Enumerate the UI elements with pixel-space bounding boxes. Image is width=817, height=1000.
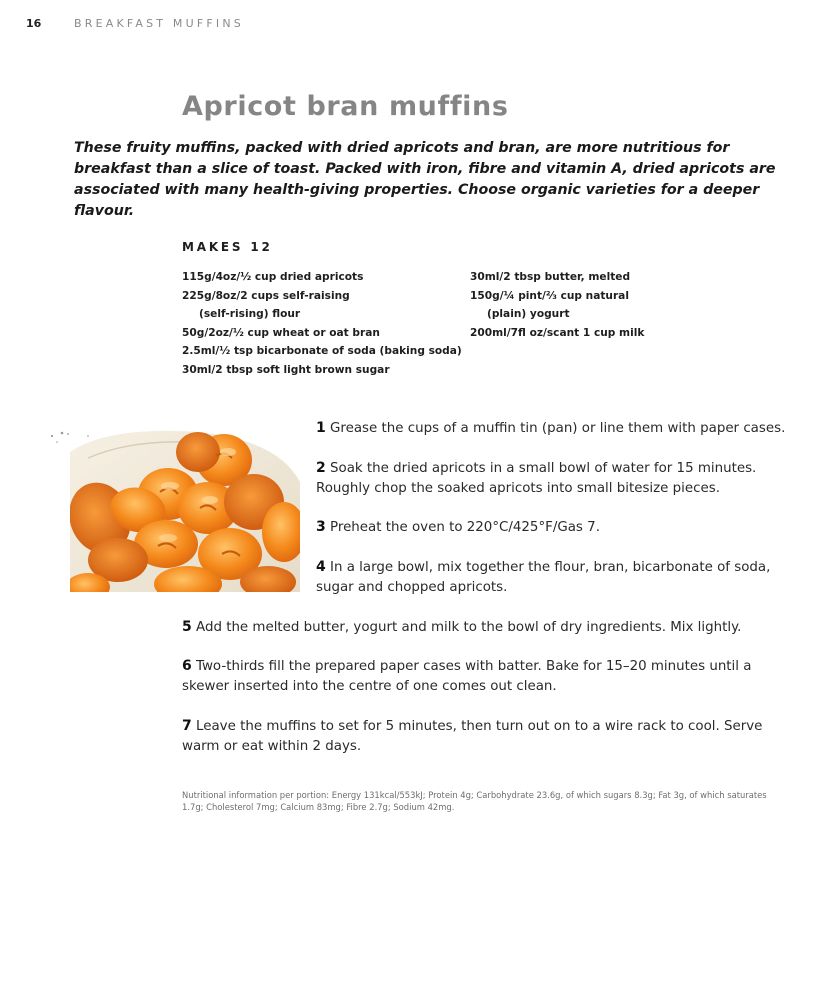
method-step-6 [182,656,782,697]
step-text: Two-thirds fill the prepared paper cases with batter. Bake for 15–20 minutes until a skewer inserted into the centre of one comes out clean. [182,659,752,694]
ingredient-item: 150g/¼ pint/⅔ cup natural [470,289,629,302]
ingredient-item: 50g/2oz/½ cup wheat or oat bran [182,326,380,339]
apricot-photo [48,422,300,594]
ingredient-item: 30ml/2 tbsp soft light brown sugar [182,363,390,376]
ingredient-item: (plain) yogurt [487,308,570,321]
step-text: Soak the dried apricots in a small bowl of water for 15 minutes. Roughly chop the soaked apricots into small bitesize pieces. [316,461,757,496]
method-step-5 [182,617,782,638]
step-text: Add the melted butter, yogurt and milk to the bowl of dry ingredients. Mix lightly. [196,620,742,635]
ingredient-list-left [182,268,462,380]
page-number: 16 [26,17,42,30]
running-head: BREAKFAST MUFFINS [74,17,244,30]
method-step-4 [316,557,796,598]
method-step-1 [316,418,796,439]
recipe-title: Apricot bran muffins [182,91,509,122]
step-number: 2 [316,460,326,476]
step-number: 4 [316,559,326,575]
step-number: 7 [182,718,192,734]
step-number: 5 [182,619,192,635]
nutrition-info: Nutritional information per portion: Energy 131kcal/553kJ; Protein 4g; Carbohydrate 23.6g, of which sugars 8.3g; Fat 3g, of which saturates 1.7g; Cholesterol 7mg; Calcium 83mg; Fibre 2.7g; Sodium 42mg. [182,790,767,813]
ingredient-item: 225g/8oz/2 cups self-raising [182,289,350,302]
recipe-intro: These fruity muffins, packed with dried apricots and bran, are more nutritious for breakfast than a slice of toast. Packed with iron, fibre and vitamin A, dried apricots are associated with many health-giving properties. Choose organic varieties for a deeper flavour. [74,140,776,219]
step-text: In a large bowl, mix together the flour, bran, bicarbonate of soda, sugar and chopped apricots. [316,560,771,595]
step-number: 6 [182,658,192,674]
ingredient-item: 200ml/7fl oz/scant 1 cup milk [470,326,645,339]
ingredient-item: 30ml/2 tbsp butter, melted [470,271,631,283]
step-text: Grease the cups of a muffin tin (pan) or line them with paper cases. [330,421,786,436]
ingredient-item: (self-rising) flour [199,308,301,321]
method-step-3 [316,517,796,538]
makes-label: MAKES 12 [182,240,273,254]
ingredient-item: 2.5ml/½ tsp bicarbonate of soda (baking soda) [182,345,462,358]
step-number: 3 [316,519,326,535]
ingredient-item: 115g/4oz/½ cup dried apricots [182,271,364,283]
step-text: Preheat the oven to 220°C/425°F/Gas 7. [330,520,600,535]
step-text: Leave the muffins to set for 5 minutes, then turn out on to a wire rack to cool. Serve warm or eat within 2 days. [182,719,763,754]
ingredient-list-right [470,268,644,342]
photo-specks [51,432,89,443]
step-number: 1 [316,420,326,436]
method-step-7 [182,716,782,757]
method-step-2 [316,458,796,499]
